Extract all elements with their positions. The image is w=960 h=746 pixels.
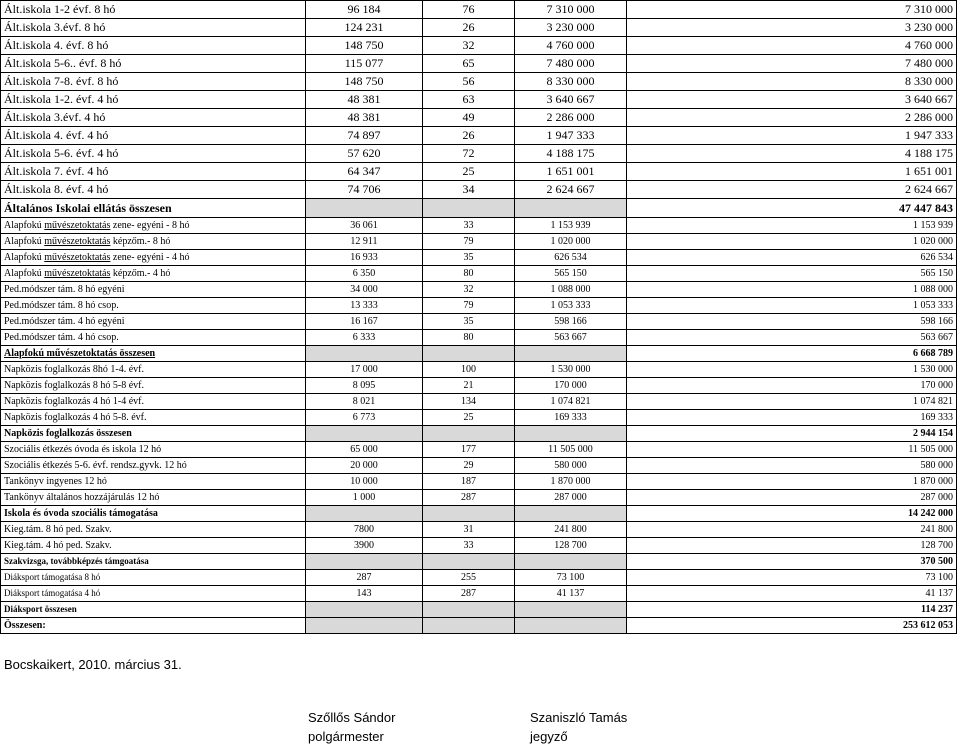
row-amount: 4 760 000 xyxy=(515,37,627,55)
row-total: 598 166 xyxy=(627,314,957,330)
row-unit-amount: 148 750 xyxy=(306,73,423,91)
table-row xyxy=(1,362,957,378)
row-total: 1 153 939 xyxy=(627,218,957,234)
table-row xyxy=(1,314,957,330)
row-amount: 1 020 000 xyxy=(515,234,627,250)
row-label: Ped.módszer tám. 8 hó csop. xyxy=(1,298,306,314)
row-total: 7 310 000 xyxy=(627,1,957,19)
row-total: 1 020 000 xyxy=(627,234,957,250)
row-label: Napközis foglalkozás 4 hó 1-4 évf. xyxy=(1,394,306,410)
row-amount: 1 153 939 xyxy=(515,218,627,234)
row-amount: 580 000 xyxy=(515,458,627,474)
table-row xyxy=(1,282,957,298)
row-count: 25 xyxy=(423,163,515,181)
row-total: 241 800 xyxy=(627,522,957,538)
row-unit-amount xyxy=(306,199,423,218)
row-total: 1 088 000 xyxy=(627,282,957,298)
row-total: 1 870 000 xyxy=(627,474,957,490)
row-label: Ált.iskola 3.évf. 4 hó xyxy=(1,109,306,127)
row-label: Napközis foglalkozás 8hó 1-4. évf. xyxy=(1,362,306,378)
table-row xyxy=(1,218,957,234)
row-label: Ált.iskola 1-2 évf. 8 hó xyxy=(1,1,306,19)
row-unit-amount xyxy=(306,426,423,442)
row-count xyxy=(423,426,515,442)
row-count: 80 xyxy=(423,330,515,346)
row-unit-amount: 48 381 xyxy=(306,109,423,127)
row-amount: 287 000 xyxy=(515,490,627,506)
row-unit-amount: 8 095 xyxy=(306,378,423,394)
row-amount: 598 166 xyxy=(515,314,627,330)
row-label: Alapfokú művészetoktatás képzőm.- 4 hó xyxy=(1,266,306,282)
row-total: 1 530 000 xyxy=(627,362,957,378)
row-unit-amount: 10 000 xyxy=(306,474,423,490)
row-unit-amount: 64 347 xyxy=(306,163,423,181)
row-amount: 169 333 xyxy=(515,410,627,426)
row-total: 2 944 154 xyxy=(627,426,957,442)
row-label: Ált.iskola 1-2. évf. 4 hó xyxy=(1,91,306,109)
subtotal-row xyxy=(1,199,957,218)
subtotal-row xyxy=(1,426,957,442)
row-total: 1 053 333 xyxy=(627,298,957,314)
row-label: Ált.iskola 4. évf. 8 hó xyxy=(1,37,306,55)
signature-notary xyxy=(530,708,627,746)
row-count xyxy=(423,618,515,634)
row-count: 79 xyxy=(423,298,515,314)
table-row xyxy=(1,55,957,73)
row-unit-amount: 1 000 xyxy=(306,490,423,506)
row-total: 6 668 789 xyxy=(627,346,957,362)
row-count: 34 xyxy=(423,181,515,199)
row-count xyxy=(423,346,515,362)
row-total: 8 330 000 xyxy=(627,73,957,91)
row-label: Alapfokú művészetoktatás összesen xyxy=(1,346,306,362)
row-amount: 1 074 821 xyxy=(515,394,627,410)
subtotal-row xyxy=(1,554,957,570)
table-row xyxy=(1,538,957,554)
row-count: 72 xyxy=(423,145,515,163)
row-amount: 7 310 000 xyxy=(515,1,627,19)
row-total: 14 242 000 xyxy=(627,506,957,522)
row-label: Ált.iskola 4. évf. 4 hó xyxy=(1,127,306,145)
row-label: Napközis foglalkozás összesen xyxy=(1,426,306,442)
row-amount: 241 800 xyxy=(515,522,627,538)
row-total: 2 286 000 xyxy=(627,109,957,127)
row-count: 35 xyxy=(423,314,515,330)
table-row xyxy=(1,298,957,314)
mayor-name: Szőllős Sándor xyxy=(308,710,396,725)
row-unit-amount: 57 620 xyxy=(306,145,423,163)
row-amount: 128 700 xyxy=(515,538,627,554)
row-count: 65 xyxy=(423,55,515,73)
row-amount: 170 000 xyxy=(515,378,627,394)
row-label: Szociális étkezés óvoda és iskola 12 hó xyxy=(1,442,306,458)
row-count: 32 xyxy=(423,282,515,298)
row-count: 35 xyxy=(423,250,515,266)
row-total: 7 480 000 xyxy=(627,55,957,73)
row-label: Diáksport összesen xyxy=(1,602,306,618)
row-amount: 626 534 xyxy=(515,250,627,266)
row-count: 32 xyxy=(423,37,515,55)
row-total: 114 237 xyxy=(627,602,957,618)
table-row xyxy=(1,19,957,37)
row-count: 29 xyxy=(423,458,515,474)
row-unit-amount: 65 000 xyxy=(306,442,423,458)
row-total: 563 667 xyxy=(627,330,957,346)
row-label: Kieg.tám. 4 hó ped. Szakv. xyxy=(1,538,306,554)
table-row xyxy=(1,73,957,91)
row-unit-amount: 16 167 xyxy=(306,314,423,330)
table-row xyxy=(1,410,957,426)
row-label: Ped.módszer tám. 4 hó egyéni xyxy=(1,314,306,330)
table-row xyxy=(1,490,957,506)
row-unit-amount: 3900 xyxy=(306,538,423,554)
subtotal-row xyxy=(1,602,957,618)
row-amount: 2 624 667 xyxy=(515,181,627,199)
row-amount: 3 640 667 xyxy=(515,91,627,109)
row-unit-amount: 12 911 xyxy=(306,234,423,250)
row-unit-amount: 148 750 xyxy=(306,37,423,55)
row-amount: 1 947 333 xyxy=(515,127,627,145)
row-count: 21 xyxy=(423,378,515,394)
row-total: 47 447 843 xyxy=(627,199,957,218)
row-count: 26 xyxy=(423,19,515,37)
table-row xyxy=(1,37,957,55)
row-amount: 565 150 xyxy=(515,266,627,282)
row-total: 2 624 667 xyxy=(627,181,957,199)
row-unit-amount: 96 184 xyxy=(306,1,423,19)
row-amount: 2 286 000 xyxy=(515,109,627,127)
row-label: Diáksport támogatása 8 hó xyxy=(1,570,306,586)
table-row xyxy=(1,127,957,145)
row-total: 3 230 000 xyxy=(627,19,957,37)
row-count: 31 xyxy=(423,522,515,538)
row-label: Alapfokú művészetoktatás képzőm.- 8 hó xyxy=(1,234,306,250)
row-unit-amount: 17 000 xyxy=(306,362,423,378)
row-total: 1 651 001 xyxy=(627,163,957,181)
row-total: 11 505 000 xyxy=(627,442,957,458)
subtotal-row xyxy=(1,618,957,634)
row-unit-amount: 6 333 xyxy=(306,330,423,346)
row-amount xyxy=(515,346,627,362)
row-amount: 73 100 xyxy=(515,570,627,586)
table-row xyxy=(1,586,957,602)
row-unit-amount: 20 000 xyxy=(306,458,423,474)
row-unit-amount: 8 021 xyxy=(306,394,423,410)
row-amount: 8 330 000 xyxy=(515,73,627,91)
row-count: 79 xyxy=(423,234,515,250)
subtotal-row xyxy=(1,346,957,362)
row-unit-amount: 6 773 xyxy=(306,410,423,426)
row-amount: 1 088 000 xyxy=(515,282,627,298)
table-row xyxy=(1,266,957,282)
table-row xyxy=(1,522,957,538)
row-total: 253 612 053 xyxy=(627,618,957,634)
row-label: Ped.módszer tám. 8 hó egyéni xyxy=(1,282,306,298)
row-unit-amount: 13 333 xyxy=(306,298,423,314)
row-total: 170 000 xyxy=(627,378,957,394)
row-total: 287 000 xyxy=(627,490,957,506)
row-unit-amount xyxy=(306,618,423,634)
row-label: Diáksport támogatása 4 hó xyxy=(1,586,306,602)
table-row xyxy=(1,250,957,266)
row-amount xyxy=(515,426,627,442)
row-amount: 4 188 175 xyxy=(515,145,627,163)
row-unit-amount xyxy=(306,506,423,522)
row-unit-amount: 48 381 xyxy=(306,91,423,109)
row-amount xyxy=(515,199,627,218)
row-count: 33 xyxy=(423,218,515,234)
row-label: Napközis foglalkozás 4 hó 5-8. évf. xyxy=(1,410,306,426)
row-unit-amount xyxy=(306,602,423,618)
row-count: 187 xyxy=(423,474,515,490)
row-count: 100 xyxy=(423,362,515,378)
row-amount: 1 530 000 xyxy=(515,362,627,378)
row-count: 287 xyxy=(423,586,515,602)
row-label: Alapfokú művészetoktatás zene- egyéni - 4 hó xyxy=(1,250,306,266)
row-amount: 1 651 001 xyxy=(515,163,627,181)
table-row xyxy=(1,458,957,474)
notary-name: Szaniszló Tamás xyxy=(530,710,628,725)
row-unit-amount xyxy=(306,346,423,362)
row-label: Alapfokú művészetoktatás zene- egyéni - 8 hó xyxy=(1,218,306,234)
table-row xyxy=(1,145,957,163)
row-unit-amount: 115 077 xyxy=(306,55,423,73)
row-count: 63 xyxy=(423,91,515,109)
table-row xyxy=(1,442,957,458)
row-total: 626 534 xyxy=(627,250,957,266)
row-label: Összesen: xyxy=(1,618,306,634)
row-count: 287 xyxy=(423,490,515,506)
row-unit-amount xyxy=(306,554,423,570)
notary-title: jegyző xyxy=(530,729,568,744)
row-count xyxy=(423,554,515,570)
row-amount xyxy=(515,554,627,570)
row-label: Szociális étkezés 5-6. évf. rendsz.gyvk. 12 hó xyxy=(1,458,306,474)
row-label: Szakvizsga, továbbképzés támgoatása xyxy=(1,554,306,570)
subtotal-row xyxy=(1,506,957,522)
row-total: 4 188 175 xyxy=(627,145,957,163)
table-row xyxy=(1,394,957,410)
row-total: 1 947 333 xyxy=(627,127,957,145)
row-amount: 3 230 000 xyxy=(515,19,627,37)
row-label: Napközis foglalkozás 8 hó 5-8 évf. xyxy=(1,378,306,394)
row-unit-amount: 6 350 xyxy=(306,266,423,282)
row-label: Tankönyv ingyenes 12 hó xyxy=(1,474,306,490)
mayor-title: polgármester xyxy=(308,729,384,744)
row-total: 3 640 667 xyxy=(627,91,957,109)
row-count xyxy=(423,199,515,218)
table-row xyxy=(1,330,957,346)
row-unit-amount: 74 706 xyxy=(306,181,423,199)
table-row xyxy=(1,163,957,181)
row-amount: 11 505 000 xyxy=(515,442,627,458)
table-row xyxy=(1,474,957,490)
row-label: Ped.módszer tám. 4 hó csop. xyxy=(1,330,306,346)
row-amount xyxy=(515,602,627,618)
row-count xyxy=(423,602,515,618)
row-label: Ált.iskola 5-6. évf. 4 hó xyxy=(1,145,306,163)
table-row xyxy=(1,1,957,19)
row-amount: 1 870 000 xyxy=(515,474,627,490)
row-label: Tankönyv általános hozzájárulás 12 hó xyxy=(1,490,306,506)
row-unit-amount: 124 231 xyxy=(306,19,423,37)
row-total: 169 333 xyxy=(627,410,957,426)
row-label: Kieg.tám. 8 hó ped. Szakv. xyxy=(1,522,306,538)
row-unit-amount: 7800 xyxy=(306,522,423,538)
row-unit-amount: 36 061 xyxy=(306,218,423,234)
row-label: Ált.iskola 8. évf. 4 hó xyxy=(1,181,306,199)
row-label: Általános Iskolai ellátás összesen xyxy=(1,199,306,218)
row-unit-amount: 74 897 xyxy=(306,127,423,145)
place-date: Bocskaikert, 2010. március 31. xyxy=(4,657,182,672)
row-unit-amount: 16 933 xyxy=(306,250,423,266)
row-count: 255 xyxy=(423,570,515,586)
table-row xyxy=(1,91,957,109)
row-amount: 1 053 333 xyxy=(515,298,627,314)
table-row xyxy=(1,378,957,394)
row-total: 73 100 xyxy=(627,570,957,586)
signature-mayor xyxy=(308,708,395,746)
table-row xyxy=(1,234,957,250)
row-amount: 563 667 xyxy=(515,330,627,346)
row-count: 33 xyxy=(423,538,515,554)
row-unit-amount: 287 xyxy=(306,570,423,586)
row-total: 41 137 xyxy=(627,586,957,602)
row-count: 56 xyxy=(423,73,515,91)
row-count: 26 xyxy=(423,127,515,145)
row-unit-amount: 143 xyxy=(306,586,423,602)
row-amount xyxy=(515,618,627,634)
row-count: 49 xyxy=(423,109,515,127)
row-total: 565 150 xyxy=(627,266,957,282)
row-total: 4 760 000 xyxy=(627,37,957,55)
row-label: Ált.iskola 7. évf. 4 hó xyxy=(1,163,306,181)
table-row xyxy=(1,570,957,586)
row-total: 1 074 821 xyxy=(627,394,957,410)
row-count: 76 xyxy=(423,1,515,19)
row-count: 25 xyxy=(423,410,515,426)
row-count xyxy=(423,506,515,522)
row-amount xyxy=(515,506,627,522)
row-total: 370 500 xyxy=(627,554,957,570)
row-label: Ált.iskola 3.évf. 8 hó xyxy=(1,19,306,37)
row-amount: 41 137 xyxy=(515,586,627,602)
table-row xyxy=(1,109,957,127)
row-amount: 7 480 000 xyxy=(515,55,627,73)
row-count: 134 xyxy=(423,394,515,410)
row-label: Ált.iskola 7-8. évf. 8 hó xyxy=(1,73,306,91)
budget-table-body xyxy=(1,1,957,634)
row-count: 177 xyxy=(423,442,515,458)
table-row xyxy=(1,181,957,199)
row-unit-amount: 34 000 xyxy=(306,282,423,298)
row-label: Ált.iskola 5-6.. évf. 8 hó xyxy=(1,55,306,73)
row-count: 80 xyxy=(423,266,515,282)
row-total: 580 000 xyxy=(627,458,957,474)
row-total: 128 700 xyxy=(627,538,957,554)
row-label: Iskola és óvoda szociális támogatása xyxy=(1,506,306,522)
